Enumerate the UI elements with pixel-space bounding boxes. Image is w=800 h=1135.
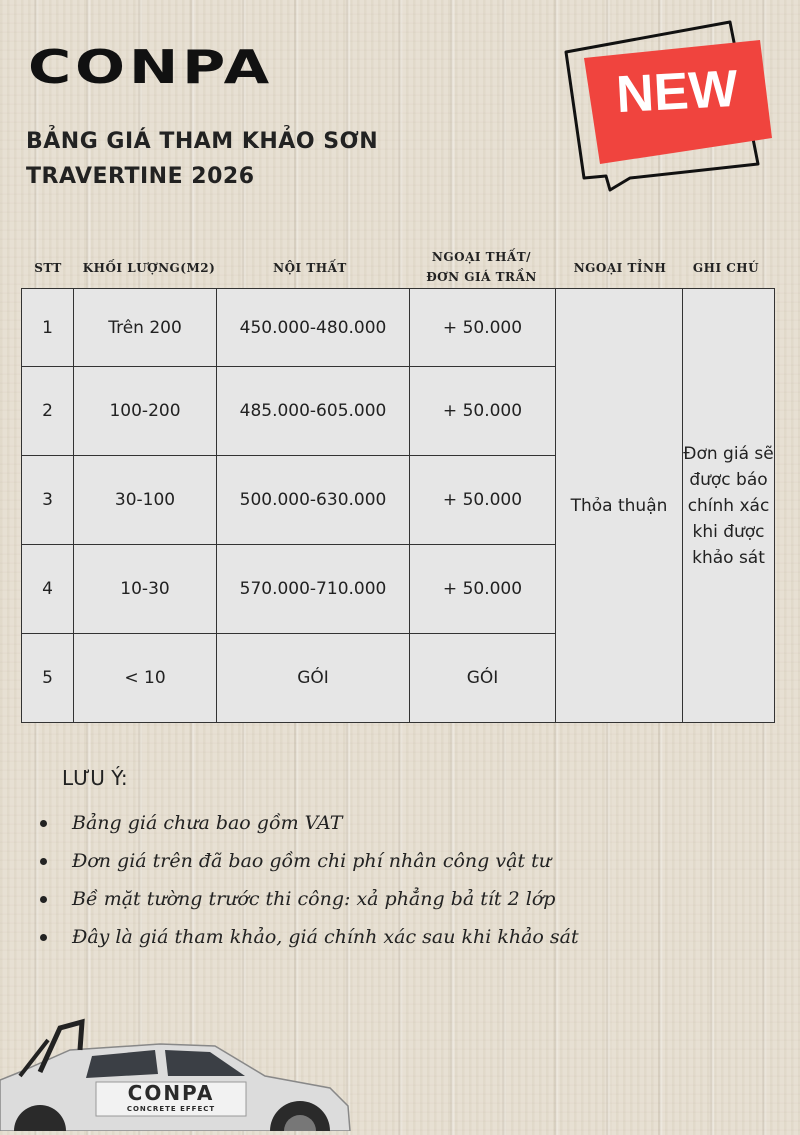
cell-stt: 3: [22, 456, 74, 545]
note-text: Bảng giá chưa bao gồm VAT: [72, 812, 343, 834]
cell-exterior: GÓI: [410, 634, 556, 723]
list-item: [38, 844, 579, 882]
bullet-icon: [40, 896, 47, 903]
header-note: GHI CHÚ: [692, 261, 760, 275]
note-text: Bề mặt tường trước thi công: xả phẳng bả tít 2 lớp: [72, 888, 556, 910]
cell-interior: GÓI: [217, 634, 410, 723]
cell-exterior: + 50.000: [410, 456, 556, 545]
cell-stt: 4: [22, 545, 74, 634]
title-line-1: BẢNG GIÁ THAM KHẢO SƠN: [26, 129, 379, 154]
cell-interior: 500.000-630.000: [217, 456, 410, 545]
new-label: NEW: [614, 59, 740, 125]
list-item: [38, 806, 579, 844]
header-stt: STT: [34, 261, 62, 275]
note-line: chính xác: [687, 495, 770, 516]
note-text: Đơn giá trên đã bao gồm chi phí nhân công vật tư: [72, 850, 551, 872]
cell-volume: Trên 200: [74, 289, 217, 367]
cell-interior: 450.000-480.000: [217, 289, 410, 367]
notes-list: [38, 806, 579, 958]
bullet-icon: [40, 820, 47, 827]
cell-volume: < 10: [74, 634, 217, 723]
cell-exterior: + 50.000: [410, 367, 556, 456]
truck-tagline: CONCRETE EFFECT: [126, 1105, 216, 1113]
cell-stt: 1: [22, 289, 74, 367]
price-table: [21, 288, 775, 723]
cell-interior: 485.000-605.000: [217, 367, 410, 456]
header-exterior-line-1: NGOẠI THẤT/: [431, 250, 532, 264]
header-interior: NỘI THẤT: [273, 261, 347, 275]
list-item: [38, 920, 579, 958]
cell-note: [683, 289, 775, 723]
cell-stt: 5: [22, 634, 74, 723]
new-badge: [560, 18, 780, 198]
truck-image: [0, 1010, 360, 1131]
cell-interior: 570.000-710.000: [217, 545, 410, 634]
table-row: [22, 289, 775, 367]
header-exterior-line-2: ĐƠN GIÁ TRẦN: [426, 270, 537, 284]
note-line: Đơn giá sẽ: [683, 443, 774, 464]
note-line: được báo: [689, 469, 768, 490]
cell-volume: 30-100: [74, 456, 217, 545]
cell-exterior: + 50.000: [410, 289, 556, 367]
bullet-icon: [40, 934, 47, 941]
note-line: khi được: [692, 521, 765, 542]
list-item: [38, 882, 579, 920]
note-line: khảo sát: [692, 547, 765, 568]
notes-title: LƯU Ý:: [62, 766, 128, 790]
cell-exterior: + 50.000: [410, 545, 556, 634]
cell-volume: 100-200: [74, 367, 217, 456]
bullet-icon: [40, 858, 47, 865]
cell-stt: 2: [22, 367, 74, 456]
note-text: Đây là giá tham khảo, giá chính xác sau khi khảo sát: [72, 926, 579, 948]
truck-logo: CONPA: [127, 1081, 215, 1105]
header-province: NGOẠI TỈNH: [573, 261, 667, 275]
cell-province: Thỏa thuận: [556, 289, 683, 723]
title-line-2: TRAVERTINE 2026: [26, 164, 255, 189]
conpa-logo: CONPA: [28, 40, 274, 94]
header-volume: KHỐI LƯỢNG(M2): [82, 261, 216, 275]
header-exterior: [404, 247, 559, 287]
cell-volume: 10-30: [74, 545, 217, 634]
page-title: [26, 124, 426, 194]
